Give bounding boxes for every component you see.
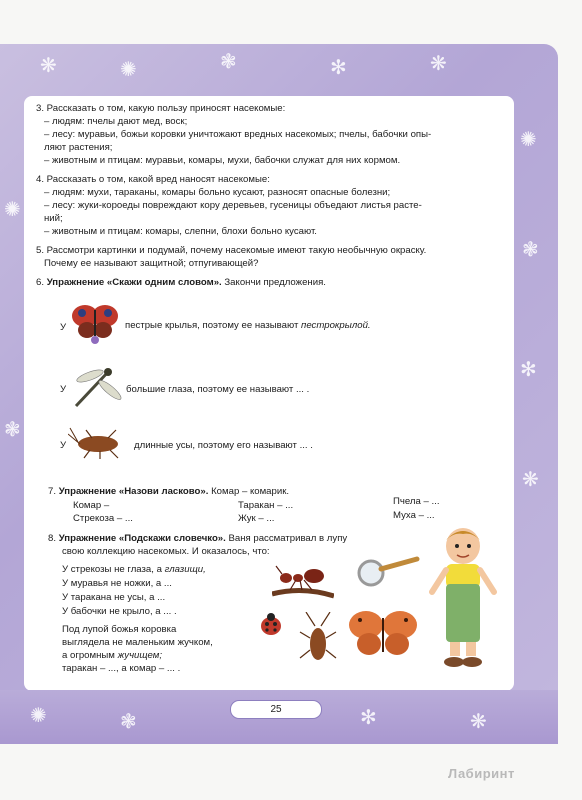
exercise-8-heading: 8. Упражнение «Подскажи словечко». Ваня рассматривал в лупу <box>48 533 348 544</box>
ex7-word: Муха – ... <box>393 510 435 521</box>
exercise-text <box>36 102 506 295</box>
ex6-item-cockroach: У <box>60 440 67 451</box>
insect-deco-icon: ❃ <box>4 419 21 441</box>
publisher-watermark-logo: Лабиринт <box>448 766 515 781</box>
ex6-item-cockroach-text: длинные усы, поэтому его называют ... . <box>134 440 313 451</box>
ex8-poem: Под лупой божья коровка выглядела не маленьким жучком, а огромным жучищем; таракан – ..., а комар – ... . <box>62 624 213 674</box>
cockroach-icon <box>298 612 338 668</box>
insect-deco-icon: ❋ <box>430 53 447 75</box>
ladybug-icon <box>258 612 284 638</box>
ex7-word: Таракан – ... <box>238 500 294 511</box>
exercise-4: 4. Рассказать о том, какой вред наносят насекомые: – людям: мухи, тараканы, комары больно кусают, разносят опасные болезни; – лесу: жуки-короеды повреждают кору деревьев, гусеницы объедают листья расте- ний; – животным и птицам: комары, слепни, блохи больно кусают. <box>36 174 422 237</box>
ex6-item-dragonfly: У <box>60 384 67 395</box>
ex7-word: Жук – ... <box>238 513 275 524</box>
page-number: 25 <box>230 700 322 719</box>
insect-deco-icon: ❋ <box>40 55 57 77</box>
ex8-intro: свою коллекцию насекомых. И оказалось, что: <box>62 546 270 557</box>
dragonfly-icon <box>68 362 123 412</box>
insect-deco-icon: ✺ <box>520 129 537 151</box>
insect-deco-icon: ❃ <box>522 239 539 261</box>
insect-deco-icon: ✻ <box>360 707 377 729</box>
insect-deco-icon: ❋ <box>522 469 539 491</box>
insect-deco-icon: ✻ <box>330 57 347 79</box>
ex6-item-butterfly-text: пестрые крылья, поэтому ее называют пестрокрылой. <box>125 320 371 331</box>
exercise-3: 3. Рассказать о том, какую пользу приносят насекомые: – людям: пчелы дают мед, воск; – лесу: муравьи, божьи коровки уничтожают вредных насекомых; пчелы, бабочки опы- ляют растения; – животным и птицам: муравьи, комары, мухи, бабочки служат для них кормом. <box>36 103 432 166</box>
insect-deco-icon: ❃ <box>220 51 237 73</box>
exercise-5: 5. Рассмотри картинки и подумай, почему насекомые имеют такую необычную окраску. Почему ее называют защитной; отпугивающей? <box>36 245 427 269</box>
insect-deco-icon: ✺ <box>30 705 47 727</box>
ex6-item-butterfly: У <box>60 322 67 333</box>
exercise-7-heading: 7. Упражнение «Назови ласково». Комар – комарик. <box>48 486 290 497</box>
boy-vanya-illustration <box>428 522 498 672</box>
ex7-word: Комар – <box>73 500 110 511</box>
butterfly-icon <box>348 608 418 658</box>
ex7-word: Пчела – ... <box>393 496 440 507</box>
exercise-6-heading: 6. Упражнение «Скажи одним словом». Закончи предложения. <box>36 277 326 288</box>
insect-deco-icon: ✺ <box>120 59 137 81</box>
ex8-lines: У стрекозы не глаза, а глазищи, У муравья не ножки, а ... У таракана не усы, а ... У бабочки не крыло, а ... . <box>62 564 206 617</box>
cockroach-icon <box>68 424 130 460</box>
insect-deco-icon: ✺ <box>4 199 21 221</box>
insect-deco-icon: ✻ <box>520 359 537 381</box>
insect-deco-icon: ❃ <box>120 711 137 733</box>
peacock-butterfly-icon <box>70 302 120 344</box>
insect-deco-icon: ❋ <box>470 711 487 733</box>
magnifier-icon <box>355 556 421 590</box>
ex6-item-dragonfly-text: большие глаза, поэтому ее называют ... . <box>126 384 310 395</box>
ex7-word: Стрекоза – ... <box>73 513 133 524</box>
ant-icon <box>272 560 334 600</box>
